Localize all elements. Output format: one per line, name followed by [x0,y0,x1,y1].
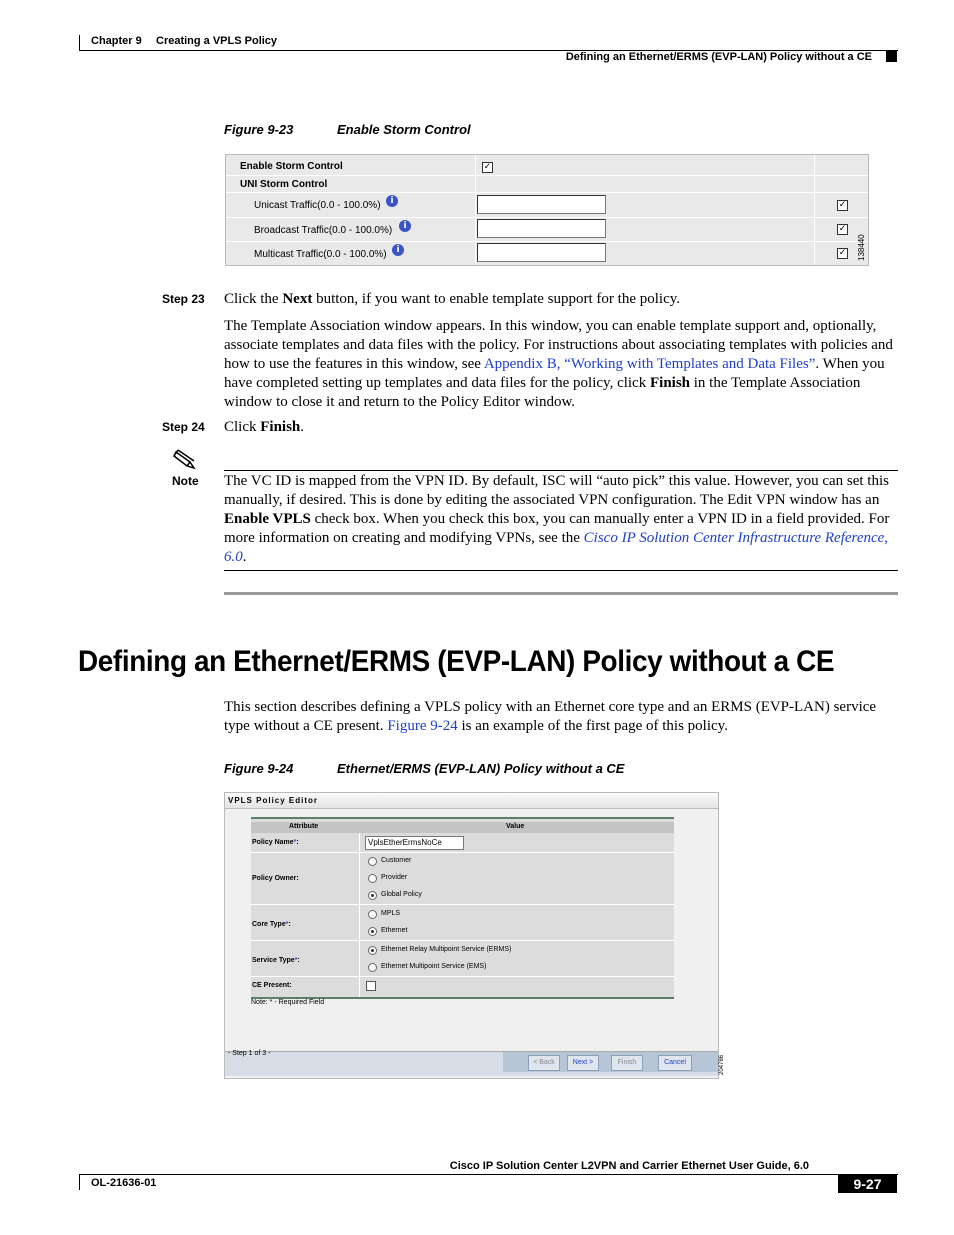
unicast-traffic-checkbox[interactable]: ✓ [838,200,847,210]
step24-label: Step 24 [162,420,205,434]
note-pencil-icon [172,448,200,472]
enable-storm-control-label: Enable Storm Control [240,161,343,172]
header-rule-left [79,35,80,51]
note-bottom-rule [224,570,898,571]
note-text: The VC ID is mapped from the VPN ID. By default, ISC will “auto pick” this value. However, you can set this manually, if desired. This is done by editing the associated VPN configuration. The Edit VPN window has an Enable VPLS check box. When you check this box, you can manually enter a VPN ID in a field provided. For more information on creating and modifying VPNs, see the Cisco IP Solution Center Infrastructure Reference, 6.0. [224,473,890,565]
next-button[interactable]: Next > [567,1055,599,1071]
unicast-traffic-label: Unicast Traffic(0.0 - 100.0%) [254,200,381,211]
figure24-caption: Ethernet/ERMS (EVP-LAN) Policy without a CE [337,761,625,776]
section-divider [224,592,898,595]
header-marker [886,51,897,62]
ce-present-label: CE Present: [252,982,292,989]
multicast-traffic-label: Multicast Traffic(0.0 - 100.0%) [254,249,387,260]
core-mpls-label: MPLS [381,910,401,917]
step23-text: Click the Next button, if you want to enable template support for the policy. [224,291,681,307]
footer-rule [79,1174,898,1175]
col-attribute: Attribute [289,823,319,830]
figure24-image [224,792,725,1079]
info-icon[interactable]: i [399,220,411,232]
figure23-caption: Enable Storm Control [337,122,471,137]
core-ethernet-radio[interactable] [368,927,377,936]
service-erms-label: Ethernet Relay Multipoint Service (ERMS) [381,946,512,953]
policy-name-label: Policy Name*: [252,839,299,846]
uni-storm-control-label: UNI Storm Control [240,179,328,190]
service-ems-radio[interactable] [368,963,377,972]
core-type-label: Core Type*: [252,921,291,928]
service-type-label: Service Type*: [252,957,300,964]
figure24-id: 204786 [719,1054,725,1075]
multicast-traffic-checkbox[interactable]: ✓ [838,248,847,258]
section-paragraph: This section describes defining a VPLS policy with an Ethernet core type and an ERMS (EVP-LAN) service type without a CE present. Figure 9-24 is an example of the first page of this policy. [224,699,877,734]
unicast-traffic-input[interactable] [477,195,606,214]
step23-paragraph: The Template Association window appears. In this window, you can enable template support and, optionally, associate templates and data files with the policy. For instructions about associating templates with policies and how to use the features in this window, see Appendix B, “Working with Templates and Data Files”. When you have completed setting up templates and data files for the policy, click Finish in the Template Association window to close it and return to the Policy Editor window. [224,318,893,410]
step23-label: Step 23 [162,292,205,306]
step24-text: Click Finish. [224,419,305,435]
service-ems-label: Ethernet Multipoint Service (EMS) [381,963,487,970]
header-chapter-title: Creating a VPLS Policy [156,35,278,47]
figure24-number: Figure 9-24 [224,761,294,776]
enable-storm-control-checkbox[interactable]: ✓ [483,162,492,172]
figure-9-24-link[interactable]: Figure 9-24 [387,718,458,734]
col-value: Value [506,823,525,830]
figure23-image [225,154,869,266]
finish-button[interactable]: Finish [611,1055,643,1071]
broadcast-traffic-input[interactable] [477,219,606,238]
footer-rule-left [79,1174,80,1190]
header-chapter: Chapter 9 [91,35,142,47]
owner-provider-radio[interactable] [368,874,377,883]
service-erms-radio[interactable] [368,946,377,955]
multicast-traffic-input[interactable] [477,243,606,262]
note-top-rule [224,470,898,471]
owner-provider-label: Provider [381,874,408,881]
appendix-b-link[interactable]: Appendix B, “Working with Templates and Data Files” [483,356,816,372]
owner-customer-radio[interactable] [368,857,377,866]
step-indicator: - Step 1 of 3 - [228,1050,271,1057]
cancel-button[interactable]: Cancel [658,1055,692,1071]
policy-table [251,817,674,999]
owner-global-radio[interactable] [368,891,377,900]
window-title: VPLS Policy Editor [228,796,319,805]
figure23-number: Figure 9-23 [224,122,294,137]
broadcast-traffic-checkbox[interactable]: ✓ [838,224,847,234]
back-button[interactable]: < Back [528,1055,560,1071]
core-ethernet-label: Ethernet [381,927,408,934]
broadcast-traffic-label: Broadcast Traffic(0.0 - 100.0%) [254,225,393,236]
footer-doc-number: OL-21636-01 [91,1177,157,1189]
required-field-note: Note: * - Required Field [251,999,325,1006]
info-icon[interactable]: i [392,244,404,256]
ce-present-checkbox[interactable] [366,981,376,991]
policy-owner-label: Policy Owner: [252,875,299,882]
owner-customer-label: Customer [381,857,412,864]
section-heading: Defining an Ethernet/ERMS (EVP-LAN) Policy without a CE [78,645,835,678]
owner-global-label: Global Policy [381,891,422,898]
info-icon[interactable]: i [386,195,398,207]
core-mpls-radio[interactable] [368,910,377,919]
figure23-id: 138440 [857,234,866,261]
footer-page-number: 9-27 [838,1175,897,1193]
note-label: Note [172,474,199,488]
policy-name-input[interactable]: VplsEtherErmsNoCe [365,836,464,850]
footer-guide-title: Cisco IP Solution Center L2VPN and Carrier Ethernet User Guide, 6.0 [449,1160,809,1172]
isc-infrastructure-link[interactable]: Cisco IP Solution Center Infrastructure Reference, 6.0 [224,530,889,565]
header-section-title: Defining an Ethernet/ERMS (EVP-LAN) Policy without a CE [565,51,872,63]
